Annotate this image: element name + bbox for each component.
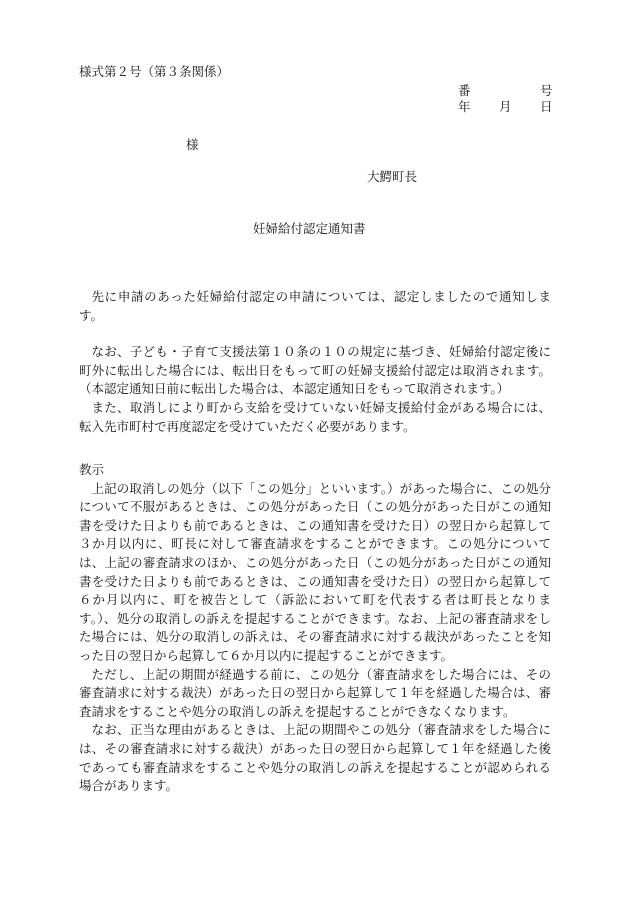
instruction-section xyxy=(79,461,551,796)
addressee: 様 xyxy=(186,137,199,152)
instruction-paragraph-2: ただし、上記の期間が経過する前に、この処分（審査請求をした場合には、その審査請求に対する裁決）があった日の翌日から起算して１年を経過した場合は、審査請求をすることや処分の取消しの訴えを提起することができなくなります。 xyxy=(79,666,551,719)
instruction-paragraph-3: なお、正当な理由があるときは、上記の期間やこの処分（審査請求をした場合には、その審査請求に対する裁決）があった日の翌日から起算して１年を経過した後であっても審査請求をすることや処分の取消しの訴えを提起することが認められる場合があります。 xyxy=(79,722,551,794)
number-label: 番 xyxy=(458,83,471,98)
body-paragraph-1: 先に申請のあった妊婦給付認定の申請については、認定しましたので通知します。 xyxy=(79,289,551,323)
instruction-paragraph-1: 上記の取消しの処分（以下「この処分」といいます。）があった場合に、この処分について不服があるときは、この処分があった日（この処分があった日がこの通知書を受けた日よりも前であるときは、この通知書を受けた日）の翌日から起算して３か月以内に、町長に対して審査請求をすることができます。この処分については、上記の審査請求のほか、この処分があった日（この処分があった日がこの通知書を受けた日よりも前であるときは、この通知書を受けた日）の翌日から起算して６か月以内に、町を被告として（訴訟において町を代表する者は町長となります。）、処分の取消しの訴えを提起することができます。なお、上記の審査請求をした場合には、処分の取消しの訴えは、その審査請求に対する裁決があったことを知った日の翌日から起算して６か月以内に提起することができます。 xyxy=(79,480,551,663)
sender: 大鰐町長 xyxy=(367,169,418,184)
document-title: 妊婦給付認定通知書 xyxy=(253,221,366,236)
date-month: 月 xyxy=(499,99,512,114)
number-suffix: 号 xyxy=(540,83,553,98)
date-day: 日 xyxy=(540,99,553,114)
instruction-heading: 教示 xyxy=(79,462,105,477)
form-label: 様式第２号（第３条関係） xyxy=(79,64,230,79)
body-paragraph-3: また、取消しにより町から支給を受けていない妊婦支援給付金がある場合には、転入先市町村で再度認定を受けていただく必要があります。 xyxy=(79,399,551,434)
body-paragraph-2: なお、子ども・子育て支援法第１０条の１０の規定に基づき、妊婦給付認定後に町外に転出した場合には、転出日をもって町の妊婦支援給付認定は取消されます。（本認定通知日前に転出した場合は、本認定通知日をもって取消されます。） xyxy=(79,344,551,397)
date-year: 年 xyxy=(458,99,471,114)
body-section xyxy=(79,288,551,436)
